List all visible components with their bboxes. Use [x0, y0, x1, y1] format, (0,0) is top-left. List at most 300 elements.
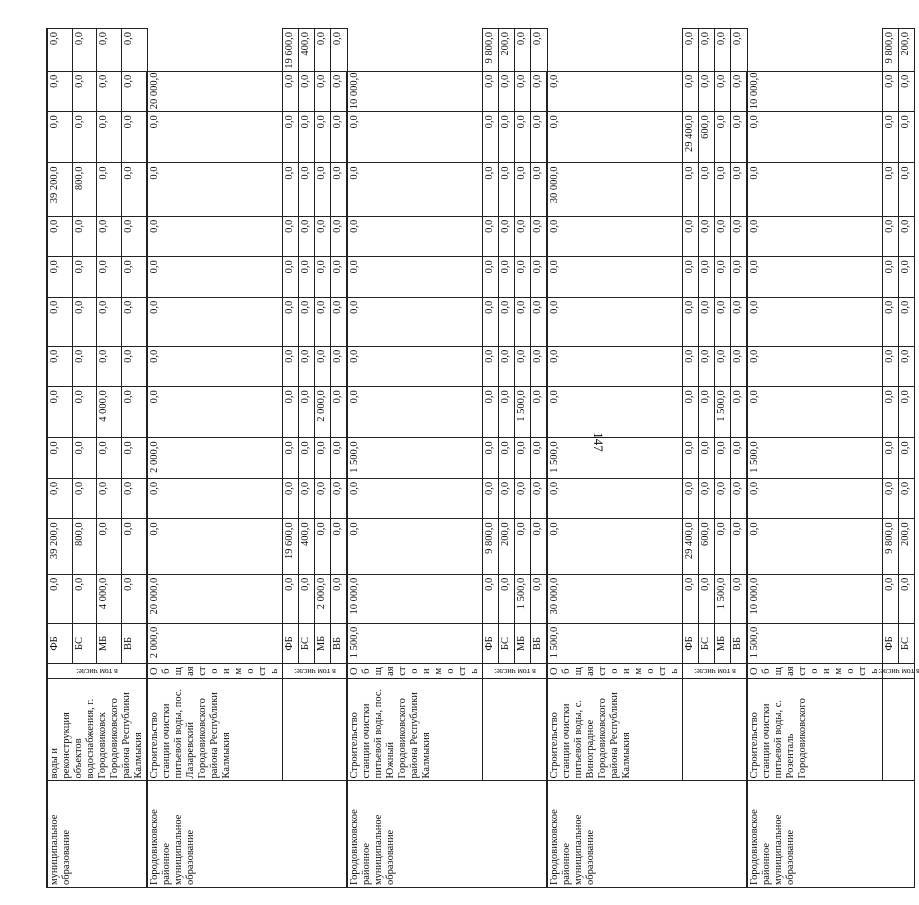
- amount-cell: 0,0: [683, 29, 699, 72]
- including-label: в том числе:: [693, 667, 736, 677]
- amount-cell: 0,0: [699, 216, 715, 256]
- amount-cell: 200,0: [899, 29, 915, 72]
- amount-cell: 0,0: [683, 297, 699, 346]
- amount-cell: 0,0: [683, 574, 699, 623]
- amount-cell: 0,0: [283, 387, 299, 438]
- amount-cell: 0,0: [483, 71, 499, 111]
- amount-cell: 0,0: [147, 519, 283, 574]
- amount-cell: 0,0: [122, 163, 147, 216]
- funding-source: БС: [499, 623, 515, 663]
- amount-cell: 0,0: [72, 574, 97, 623]
- amount-cell: 0,0: [315, 438, 331, 478]
- table-row: [547, 29, 683, 888]
- amount-cell: 0,0: [347, 163, 483, 216]
- project-cell: Строительство станции очистки питьевой воды, с. Виноградное Городовиковского района Республики Калмыкия: [547, 679, 683, 781]
- amount-cell: 9 800,0: [883, 29, 899, 72]
- including-label-cell: [683, 664, 748, 679]
- amount-cell: 0,0: [97, 519, 122, 574]
- funding-source: Общая стоимость: [747, 664, 883, 679]
- project-cell-continued: [283, 679, 348, 781]
- amount-cell: 0,0: [315, 519, 331, 574]
- amount-cell: 0,0: [515, 216, 531, 256]
- amount-cell: 0,0: [72, 438, 97, 478]
- amount-cell: 800,0: [72, 163, 97, 216]
- funding-source: Общая стоимость: [347, 664, 483, 679]
- amount-cell: 0,0: [347, 519, 483, 574]
- amount-cell: 0,0: [883, 112, 899, 163]
- amount-cell: 0,0: [97, 112, 122, 163]
- table-row: [483, 29, 499, 888]
- amount-cell: 2 000,0: [315, 387, 331, 438]
- amount-cell: 1 500,0: [347, 438, 483, 478]
- amount-cell: 600,0: [699, 519, 715, 574]
- amount-cell: 0,0: [883, 257, 899, 297]
- amount-cell: 0,0: [699, 163, 715, 216]
- project-cell: Строительство станции очистки питьевой воды, пос. Лазаревский Городовиковского района Республики Калмыкия: [147, 679, 283, 781]
- amount-cell: 0,0: [699, 438, 715, 478]
- amount-cell: 0,0: [731, 216, 748, 256]
- amount-cell: 0,0: [315, 257, 331, 297]
- amount-cell: 0,0: [47, 112, 72, 163]
- amount-cell: 0,0: [299, 346, 315, 386]
- amount-cell: 0,0: [483, 346, 499, 386]
- amount-cell: 0,0: [483, 297, 499, 346]
- amount-cell: 0,0: [899, 71, 915, 111]
- amount-cell: 0,0: [315, 346, 331, 386]
- including-label-cell: [47, 664, 147, 679]
- amount-cell: 0,0: [483, 478, 499, 518]
- amount-cell: 0,0: [531, 519, 548, 574]
- amount-cell: 0,0: [97, 71, 122, 111]
- table-body: [47, 29, 919, 888]
- amount-cell: 0,0: [731, 519, 748, 574]
- amount-cell: 0,0: [72, 297, 97, 346]
- district-cell: Городовиковское районное муниципальное образование: [347, 781, 547, 888]
- amount-cell: 0,0: [515, 478, 531, 518]
- amount-cell: 0,0: [147, 112, 283, 163]
- amount-cell: 0,0: [899, 216, 915, 256]
- amount-cell: 19 600,0: [283, 29, 299, 72]
- amount-cell: 0,0: [899, 346, 915, 386]
- amount-cell: 0,0: [883, 387, 899, 438]
- amount-cell: 0,0: [531, 478, 548, 518]
- amount-cell: 0,0: [331, 297, 348, 346]
- amount-cell: 0,0: [531, 112, 548, 163]
- amount-cell: 0,0: [315, 71, 331, 111]
- amount-cell: 0,0: [147, 297, 283, 346]
- amount-cell: 0,0: [515, 112, 531, 163]
- amount-cell: 0,0: [147, 478, 283, 518]
- district-cell: Городовиковское районное муниципальное образование: [147, 781, 347, 888]
- amount-cell: 19 600,0: [283, 519, 299, 574]
- amount-cell: 200,0: [899, 519, 915, 574]
- district-cell: муниципальное образование: [47, 781, 147, 888]
- amount-cell: 0,0: [531, 387, 548, 438]
- amount-cell: 0,0: [283, 346, 299, 386]
- amount-cell: 0,0: [499, 438, 515, 478]
- amount-cell: 20 000,0: [147, 71, 283, 111]
- including-label-cell: [483, 664, 548, 679]
- amount-cell: 0,0: [122, 478, 147, 518]
- amount-cell: 1 500,0: [347, 623, 483, 663]
- amount-cell: 0,0: [122, 71, 147, 111]
- page-number: 147: [590, 432, 606, 452]
- amount-cell: 0,0: [47, 297, 72, 346]
- amount-cell: 0,0: [283, 257, 299, 297]
- amount-cell: 0,0: [347, 216, 483, 256]
- amount-cell: 9 800,0: [483, 29, 499, 72]
- project-cell-continued: [483, 679, 548, 781]
- amount-cell: 0,0: [515, 438, 531, 478]
- amount-cell: 0,0: [883, 216, 899, 256]
- amount-cell: 0,0: [515, 346, 531, 386]
- amount-cell: 0,0: [483, 216, 499, 256]
- amount-cell: 0,0: [499, 163, 515, 216]
- amount-cell: 0,0: [122, 574, 147, 623]
- amount-cell: 9 800,0: [883, 519, 899, 574]
- amount-cell: 10 000,0: [747, 71, 883, 111]
- project-cell-continued: [883, 679, 915, 781]
- amount-cell: 0,0: [883, 438, 899, 478]
- amount-cell: 0,0: [731, 257, 748, 297]
- amount-cell: 0,0: [683, 216, 699, 256]
- amount-cell: 0,0: [699, 71, 715, 111]
- amount-cell: 0,0: [531, 438, 548, 478]
- amount-cell: 0,0: [731, 387, 748, 438]
- amount-cell: 0,0: [499, 216, 515, 256]
- amount-cell: 0,0: [747, 346, 883, 386]
- funding-source: ВБ: [122, 623, 147, 663]
- district-cell: Городовиковское районное муниципальное образование: [747, 781, 915, 888]
- amount-cell: 0,0: [747, 257, 883, 297]
- amount-cell: 39 200,0: [47, 163, 72, 216]
- amount-cell: 0,0: [747, 112, 883, 163]
- amount-cell: 0,0: [347, 257, 483, 297]
- amount-cell: 0,0: [283, 112, 299, 163]
- amount-cell: 0,0: [483, 112, 499, 163]
- amount-cell: 0,0: [483, 163, 499, 216]
- amount-cell: 0,0: [515, 71, 531, 111]
- amount-cell: 0,0: [731, 163, 748, 216]
- amount-cell: 0,0: [747, 297, 883, 346]
- amount-cell: 0,0: [331, 257, 348, 297]
- amount-cell: 0,0: [515, 257, 531, 297]
- amount-cell: 0,0: [299, 71, 315, 111]
- amount-cell: 0,0: [331, 478, 348, 518]
- amount-cell: 0,0: [899, 574, 915, 623]
- amount-cell: 30 000,0: [547, 574, 683, 623]
- amount-cell: 0,0: [715, 346, 731, 386]
- table-row: [47, 29, 72, 888]
- amount-cell: 0,0: [547, 387, 683, 438]
- amount-cell: 0,0: [547, 519, 683, 574]
- funding-source: ФБ: [47, 623, 72, 663]
- amount-cell: 0,0: [331, 438, 348, 478]
- amount-cell: 0,0: [283, 297, 299, 346]
- amount-cell: 0,0: [547, 257, 683, 297]
- amount-cell: 0,0: [331, 29, 348, 72]
- funding-source: ФБ: [283, 623, 299, 663]
- table-row: [883, 29, 899, 888]
- amount-cell: 400,0: [299, 29, 315, 72]
- amount-cell: 0,0: [499, 297, 515, 346]
- amount-cell: 0,0: [883, 478, 899, 518]
- amount-cell: 0,0: [899, 387, 915, 438]
- table-row: [283, 29, 299, 888]
- including-label: в том числе:: [76, 667, 118, 677]
- amount-cell: 0,0: [47, 29, 72, 72]
- amount-cell: 0,0: [899, 478, 915, 518]
- funding-source: БС: [699, 623, 715, 663]
- funding-source: БС: [72, 623, 97, 663]
- amount-cell: 0,0: [331, 163, 348, 216]
- district-cell: Городовиковское районное муниципальное образование: [547, 781, 747, 888]
- amount-cell: 0,0: [122, 346, 147, 386]
- amount-cell: 1 500,0: [547, 438, 683, 478]
- amount-cell: 1 500,0: [715, 387, 731, 438]
- amount-cell: 0,0: [499, 387, 515, 438]
- amount-cell: 0,0: [147, 163, 283, 216]
- amount-cell: 0,0: [97, 478, 122, 518]
- amount-cell: 0,0: [715, 71, 731, 111]
- amount-cell: 0,0: [531, 71, 548, 111]
- amount-cell: 0,0: [315, 112, 331, 163]
- amount-cell: 9 800,0: [483, 519, 499, 574]
- amount-cell: 0,0: [699, 29, 715, 72]
- amount-cell: 0,0: [347, 297, 483, 346]
- amount-cell: 0,0: [531, 163, 548, 216]
- including-label-cell: [877, 664, 919, 679]
- amount-cell: 0,0: [72, 29, 97, 72]
- amount-cell: 0,0: [715, 163, 731, 216]
- amount-cell: 0,0: [699, 574, 715, 623]
- project-cell: Строительство станции очистки питьевой воды, с. Розенталь Городовиковского: [747, 679, 883, 781]
- funding-source: ФБ: [883, 623, 899, 663]
- budget-table: [46, 28, 919, 888]
- amount-cell: 0,0: [883, 346, 899, 386]
- amount-cell: 0,0: [899, 438, 915, 478]
- amount-cell: 0,0: [683, 257, 699, 297]
- amount-cell: 4 000,0: [97, 574, 122, 623]
- amount-cell: 0,0: [883, 297, 899, 346]
- amount-cell: 0,0: [715, 297, 731, 346]
- amount-cell: 0,0: [747, 216, 883, 256]
- amount-cell: 0,0: [283, 478, 299, 518]
- funding-source: БС: [899, 623, 915, 663]
- amount-cell: 0,0: [122, 112, 147, 163]
- funding-source: Общая стоимость: [547, 664, 683, 679]
- amount-cell: 0,0: [683, 163, 699, 216]
- amount-cell: 0,0: [683, 71, 699, 111]
- amount-cell: 0,0: [899, 112, 915, 163]
- funding-source: МБ: [515, 623, 531, 663]
- amount-cell: 0,0: [547, 71, 683, 111]
- amount-cell: 0,0: [97, 257, 122, 297]
- amount-cell: 0,0: [331, 112, 348, 163]
- table-row: [147, 29, 283, 888]
- funding-source: ВБ: [331, 623, 348, 663]
- amount-cell: 0,0: [731, 71, 748, 111]
- amount-cell: 0,0: [531, 297, 548, 346]
- amount-cell: 0,0: [47, 387, 72, 438]
- amount-cell: 0,0: [547, 297, 683, 346]
- amount-cell: 0,0: [715, 257, 731, 297]
- amount-cell: 0,0: [547, 478, 683, 518]
- amount-cell: 0,0: [283, 71, 299, 111]
- amount-cell: 2 000,0: [315, 574, 331, 623]
- amount-cell: 0,0: [731, 346, 748, 386]
- amount-cell: 0,0: [715, 478, 731, 518]
- amount-cell: 0,0: [347, 478, 483, 518]
- amount-cell: 0,0: [499, 257, 515, 297]
- amount-cell: 0,0: [299, 574, 315, 623]
- amount-cell: 0,0: [483, 574, 499, 623]
- amount-cell: 0,0: [122, 387, 147, 438]
- amount-cell: 0,0: [299, 438, 315, 478]
- amount-cell: 0,0: [715, 438, 731, 478]
- amount-cell: 0,0: [299, 387, 315, 438]
- amount-cell: 0,0: [147, 257, 283, 297]
- amount-cell: 0,0: [531, 574, 548, 623]
- amount-cell: 0,0: [72, 478, 97, 518]
- funding-source: МБ: [97, 623, 122, 663]
- amount-cell: 0,0: [683, 478, 699, 518]
- amount-cell: 0,0: [72, 112, 97, 163]
- amount-cell: 0,0: [483, 438, 499, 478]
- amount-cell: 0,0: [899, 163, 915, 216]
- amount-cell: 0,0: [715, 112, 731, 163]
- amount-cell: 0,0: [283, 438, 299, 478]
- amount-cell: 1 500,0: [515, 387, 531, 438]
- amount-cell: 0,0: [715, 519, 731, 574]
- amount-cell: 0,0: [122, 216, 147, 256]
- amount-cell: 0,0: [331, 574, 348, 623]
- amount-cell: 0,0: [531, 257, 548, 297]
- amount-cell: 0,0: [899, 257, 915, 297]
- amount-cell: 0,0: [122, 519, 147, 574]
- funding-source: БС: [299, 623, 315, 663]
- amount-cell: 400,0: [299, 519, 315, 574]
- amount-cell: 0,0: [331, 519, 348, 574]
- project-cell: Строительство станции очистки питьевой воды, пос. Южный Городовиковского района Республики Калмыкия: [347, 679, 483, 781]
- amount-cell: 10 000,0: [747, 574, 883, 623]
- amount-cell: 0,0: [299, 297, 315, 346]
- amount-cell: 0,0: [547, 112, 683, 163]
- amount-cell: 0,0: [315, 297, 331, 346]
- amount-cell: 1 500,0: [515, 574, 531, 623]
- including-label: в том числе:: [877, 667, 919, 677]
- amount-cell: 0,0: [483, 387, 499, 438]
- amount-cell: 20 000,0: [147, 574, 283, 623]
- amount-cell: 0,0: [147, 387, 283, 438]
- amount-cell: 0,0: [699, 387, 715, 438]
- amount-cell: 0,0: [283, 163, 299, 216]
- funding-source: ФБ: [683, 623, 699, 663]
- amount-cell: 0,0: [147, 216, 283, 256]
- amount-cell: 29 400,0: [683, 112, 699, 163]
- amount-cell: 0,0: [499, 71, 515, 111]
- amount-cell: 0,0: [499, 346, 515, 386]
- amount-cell: 0,0: [72, 257, 97, 297]
- amount-cell: 0,0: [515, 297, 531, 346]
- amount-cell: 1 500,0: [547, 623, 683, 663]
- including-label-cell: [283, 664, 348, 679]
- amount-cell: 0,0: [731, 438, 748, 478]
- amount-cell: 0,0: [531, 346, 548, 386]
- amount-cell: 0,0: [347, 112, 483, 163]
- amount-cell: 0,0: [122, 438, 147, 478]
- table-row: [347, 29, 483, 888]
- amount-cell: 0,0: [747, 163, 883, 216]
- amount-cell: 0,0: [731, 112, 748, 163]
- amount-cell: 0,0: [731, 478, 748, 518]
- amount-cell: 0,0: [699, 478, 715, 518]
- amount-cell: 0,0: [699, 257, 715, 297]
- funding-source: Общая стоимость: [147, 664, 283, 679]
- amount-cell: 0,0: [47, 478, 72, 518]
- amount-cell: 0,0: [122, 29, 147, 72]
- amount-cell: 0,0: [715, 29, 731, 72]
- amount-cell: 4 000,0: [97, 387, 122, 438]
- amount-cell: 0,0: [122, 297, 147, 346]
- amount-cell: 0,0: [715, 216, 731, 256]
- amount-cell: 0,0: [72, 387, 97, 438]
- amount-cell: 0,0: [72, 71, 97, 111]
- amount-cell: 30 000,0: [547, 163, 683, 216]
- amount-cell: 0,0: [299, 163, 315, 216]
- funding-source: МБ: [315, 623, 331, 663]
- amount-cell: 0,0: [747, 387, 883, 438]
- amount-cell: 0,0: [47, 574, 72, 623]
- amount-cell: 29 400,0: [683, 519, 699, 574]
- funding-source: ФБ: [483, 623, 499, 663]
- including-label: в том числе:: [293, 667, 336, 677]
- amount-cell: 0,0: [147, 346, 283, 386]
- amount-cell: 0,0: [315, 163, 331, 216]
- amount-cell: 2 000,0: [147, 438, 283, 478]
- amount-cell: 0,0: [347, 346, 483, 386]
- amount-cell: 200,0: [499, 29, 515, 72]
- amount-cell: 0,0: [499, 574, 515, 623]
- amount-cell: 0,0: [347, 387, 483, 438]
- amount-cell: 0,0: [122, 257, 147, 297]
- amount-cell: 1 500,0: [715, 574, 731, 623]
- amount-cell: 0,0: [515, 163, 531, 216]
- funding-source: ВБ: [731, 623, 748, 663]
- amount-cell: 0,0: [97, 216, 122, 256]
- amount-cell: 0,0: [283, 216, 299, 256]
- table-row: [747, 29, 883, 888]
- amount-cell: 0,0: [747, 478, 883, 518]
- amount-cell: 0,0: [315, 478, 331, 518]
- funding-source: ВБ: [531, 623, 548, 663]
- amount-cell: 0,0: [699, 297, 715, 346]
- amount-cell: 0,0: [883, 163, 899, 216]
- amount-cell: 0,0: [683, 387, 699, 438]
- amount-cell: 0,0: [499, 478, 515, 518]
- amount-cell: 0,0: [72, 346, 97, 386]
- amount-cell: 0,0: [483, 257, 499, 297]
- amount-cell: 0,0: [315, 29, 331, 72]
- amount-cell: 0,0: [547, 216, 683, 256]
- amount-cell: 0,0: [883, 71, 899, 111]
- amount-cell: 0,0: [97, 297, 122, 346]
- amount-cell: 0,0: [883, 574, 899, 623]
- amount-cell: 39 200,0: [47, 519, 72, 574]
- amount-cell: 800,0: [72, 519, 97, 574]
- amount-cell: 0,0: [547, 346, 683, 386]
- amount-cell: 0,0: [97, 346, 122, 386]
